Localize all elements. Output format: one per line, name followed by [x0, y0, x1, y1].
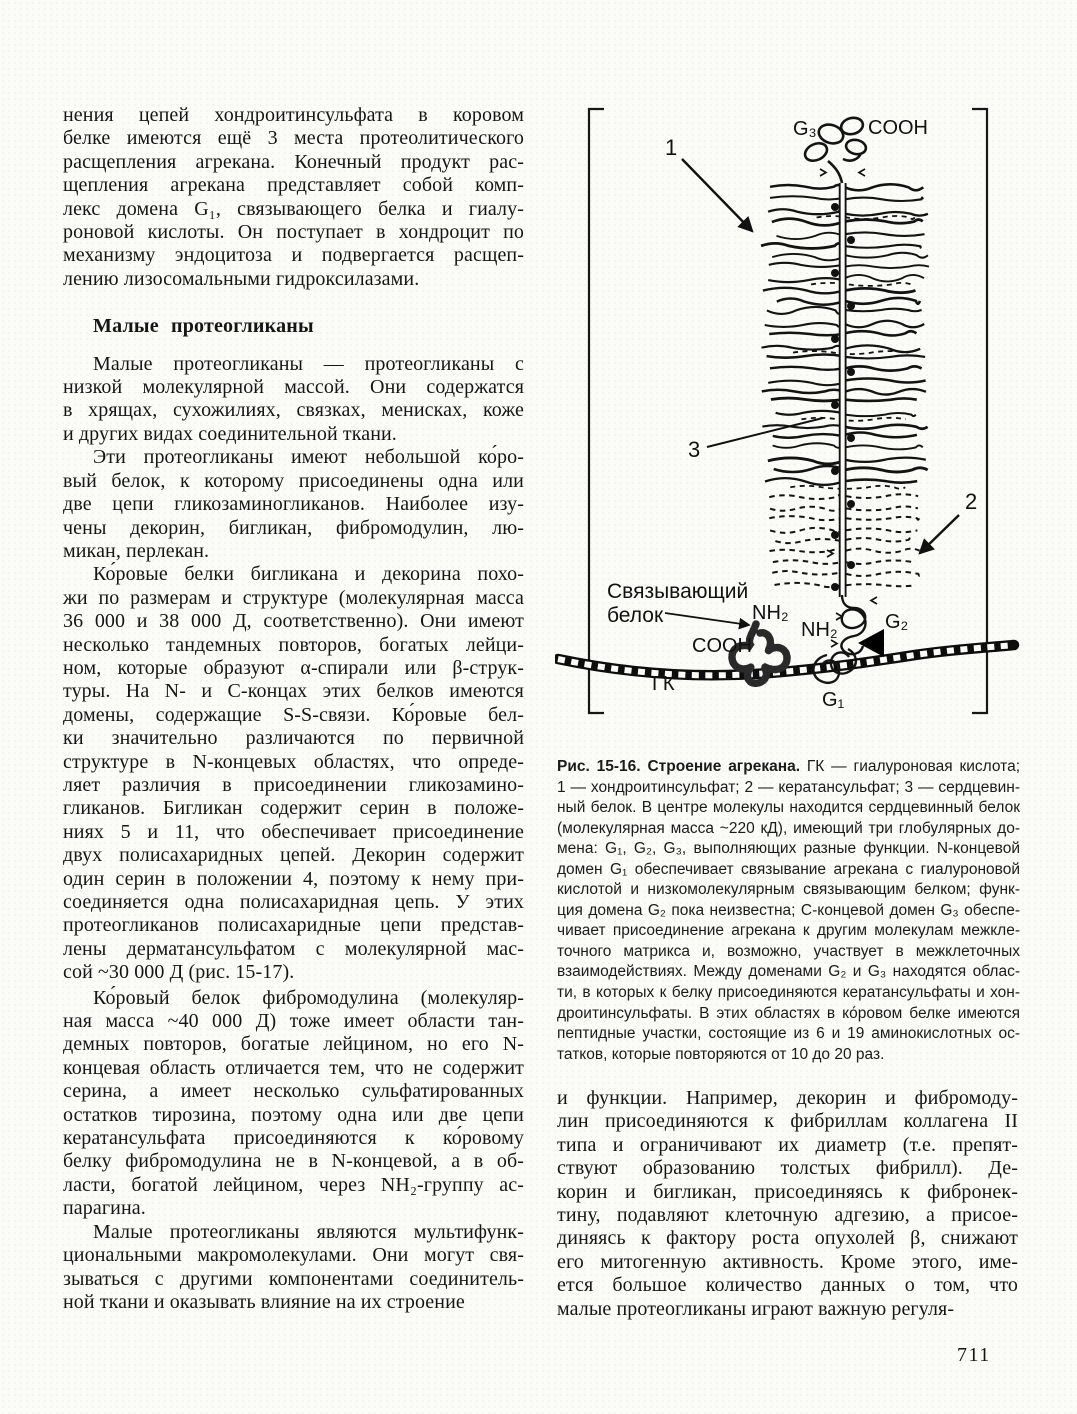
- core-protein-stem: [840, 183, 846, 597]
- text-line: белку фибромодулина не в N-концевой, а в об-: [63, 1150, 524, 1173]
- left-bracket: [589, 109, 604, 713]
- g3-label: G₃: [793, 118, 817, 140]
- text-line: малые протеогликаны играют важную регуля-: [557, 1297, 955, 1320]
- callout-2-label: 2: [965, 489, 978, 514]
- g2-label: G₂: [885, 611, 909, 633]
- text-line: несколько тандемных повторов, богатых лейци-: [63, 633, 524, 656]
- callout-3-label: 3: [688, 437, 701, 462]
- text-line: ция домена G₂ пока неизвестна; С-концевой домен G₃ обеспе-: [557, 901, 1020, 919]
- g1-label: G₁: [822, 689, 845, 711]
- text-line: его митогенную активность. Кроме этого, име-: [557, 1250, 1018, 1273]
- text-line: концевая область отличается тем, что не содержит: [63, 1056, 524, 1079]
- text-line: циональными макромолекулами. Они могут свя-: [63, 1244, 524, 1267]
- text-line: Ко́ровые белки бигликана и декорина похо-: [93, 563, 524, 586]
- caption-first-line: [557, 757, 1020, 778]
- text-line: микан, перлекан.: [63, 539, 210, 562]
- text-line: гликанов. Бигликан содержит серин в положе-: [63, 797, 524, 820]
- text-line: ниях 5 и 11, что обеспечивает присоединение: [63, 820, 524, 843]
- gk-label: ГК: [652, 673, 675, 695]
- text-line: ной ткани и оказывать влияние на их строение: [63, 1290, 465, 1313]
- text-line: парагина.: [63, 1197, 146, 1220]
- text-line: соединяется одна полисахаридная цепь. У этих: [63, 891, 524, 913]
- text-line: остатков тирозина, поэтому одна или две цепи: [63, 1103, 524, 1126]
- text-line: Малые протеогликаны являются мультифунк-: [93, 1220, 524, 1243]
- text-line: механизму эндоцитоза и подвергается расщеп-: [63, 244, 524, 267]
- text-line: и других видах соединительной ткани.: [63, 422, 397, 445]
- text-line: лены дерматансульфатом с молекулярной мас-: [63, 937, 524, 960]
- text-line: и функции. Например, декорин и фибромоду-: [557, 1087, 1018, 1109]
- text-line: чены декорин, бигликан, фибромодулин, лю-: [63, 516, 524, 539]
- paragraph-fibromodulin: [63, 987, 524, 1221]
- text-line: 1 — хондроитинсульфат; 2 — кератансульфат; 3 — сердцевин-: [557, 778, 1020, 796]
- text-line: ласти, богатой лейцином, через NH₂-группу ас-: [63, 1173, 524, 1196]
- paragraph-functions: [557, 1087, 1018, 1321]
- text-line: сой ~30 000 Д (рис. 15-17).: [63, 961, 295, 984]
- linking-protein-arrow: [665, 613, 749, 625]
- text-line: татков, которые повторяются от 10 до 20 раз.: [557, 1045, 885, 1063]
- nh2-right-label: NH₂: [801, 619, 838, 641]
- text-line: ти, в которых к белку присоединяются кератансульфаты и хон-: [557, 984, 1020, 1002]
- text-line: роновой кислоты. Он поступает в хондроцит по: [63, 221, 524, 244]
- text-line: щепления агрекана представляет собой комп-: [63, 174, 524, 197]
- text-line: дроитинсульфаты. В этих областях в ко́ровом белке имеются: [557, 1004, 1020, 1022]
- text-line: ствуют образованию толстых фибрилл). Де-: [557, 1157, 1018, 1180]
- text-line: пептидные участки, состоящие из 6 и 19 аминокислотных ос-: [557, 1025, 1020, 1043]
- right-bracket: [972, 109, 987, 713]
- nh2-left-label: NH₂: [752, 602, 789, 624]
- text-line: ный белок. В центре молекулы находится сердцевинный белок: [557, 799, 1020, 817]
- text-line: демных повторов, богатые лейцином, но его N-: [63, 1033, 524, 1056]
- paragraph-core-protein: [63, 446, 524, 563]
- caption-figure-number: Рис. 15-16. Строение агрекана.: [557, 758, 801, 775]
- text-line: Малые протеогликаны — протеогликаны с: [93, 352, 524, 375]
- text-line: типа и ограничивают их диаметр (т.е. препят-: [557, 1133, 1018, 1156]
- text-line: лению лизосомальными гидроксилазами.: [63, 267, 420, 290]
- text-line: ки значительно различаются по первичной: [63, 727, 524, 750]
- text-line: расщепления агрекана. Конечный продукт рас-: [63, 150, 524, 173]
- text-line: чивает присоединение агрекана к другим молекулам межкле-: [557, 922, 1020, 940]
- text-line: 36 000 и 38 000 Д, соответственно). Они имеют: [63, 610, 524, 633]
- text-line: зываться с другими компонентами соединитель-: [63, 1267, 524, 1290]
- text-line: взаимодействиях. Между доменами G₂ и G₃ находятся облас-: [557, 963, 1020, 981]
- text-line: (молекулярная масса ~220 кД), имеющий три глобулярных до-: [557, 819, 1020, 837]
- figure-caption: [557, 757, 1020, 1065]
- page-number: 711: [957, 1344, 991, 1366]
- figure-aggrecan: [555, 95, 1025, 755]
- linking-protein-label-line1: Связывающий: [607, 580, 749, 603]
- text-line: лин присоединяются к фибриллам коллагена II: [557, 1110, 1018, 1133]
- caption-first-line-rest: ГК — гиалуроновая кислота;: [800, 758, 1020, 775]
- text-line: кератансульфата присоединяются к ко́ровому: [63, 1127, 524, 1150]
- text-line: ная масса ~40 000 Д) тоже имеет области тан-: [63, 1010, 524, 1033]
- g2-domain-curl: [841, 595, 865, 654]
- paragraph-biglycan-decorin: [63, 563, 524, 984]
- text-line: ном, которые образуют α-спирали или β-струк-: [63, 656, 524, 679]
- text-line: Эти протеогликаны имеют небольшой ко́ро-: [93, 446, 524, 469]
- text-line: домены, содержащие S-S-связи. Ко́ровые бел-: [63, 703, 524, 726]
- paragraph-multifunctional: [63, 1221, 524, 1315]
- text-line: протеогликанов полисахаридные цепи представ-: [63, 914, 524, 937]
- left-column: [63, 104, 524, 1314]
- paragraph-aggrecan-cleavage: [63, 104, 524, 291]
- text-line: домен G₁ обеспечивает связывание агрекана с гиалуроновой: [557, 860, 1020, 878]
- text-line: корин и бигликан, присоединяясь к фибронек-: [557, 1180, 1018, 1203]
- cooh-bottom-label: COOH: [692, 635, 752, 657]
- text-line: нения цепей хондроитинсульфата в коровом: [63, 104, 524, 126]
- text-line: вый белок, к которому присоединены одна или: [63, 469, 524, 492]
- text-line: ляет различия в присоединении гликозамино-: [63, 773, 524, 796]
- linking-protein-label-line2: белок: [607, 604, 664, 627]
- callout-3-line: [707, 418, 823, 447]
- text-line: диняясь к фактору роста опухолей β, снижают: [557, 1227, 1018, 1250]
- text-line: ется большое количество данных о том, что: [557, 1274, 1018, 1297]
- text-line: туры. На N- и С-концах этих белков имеются: [63, 680, 524, 703]
- caption-body: [557, 778, 1020, 1066]
- text-line: в хрящах, сухожилиях, связках, менисках, коже: [63, 399, 524, 422]
- text-line: белке имеются ещё 3 места протеолитического: [63, 127, 524, 150]
- callout-1-label: 1: [665, 135, 678, 160]
- text-line: низкой молекулярной массой. Они содержатся: [63, 376, 524, 399]
- text-line: две цепи гликозаминогликанов. Наиболее изу-: [63, 493, 524, 516]
- text-line: Ко́ровый белок фибромодулина (молекуляр-: [93, 986, 524, 1009]
- section-heading: Малые протеогликаны: [93, 315, 314, 338]
- text-line: тину, подавляют клеточную адгезию, а присое-: [557, 1204, 1018, 1227]
- text-line: жи по размерам и структуре (молекулярная масса: [63, 586, 524, 609]
- text-line: мена: G₁, G₂, G₃, выполняющих разные функции. N-концевой: [557, 840, 1020, 858]
- text-line: кислотой и низкомолекулярным связывающим белком; функ-: [557, 881, 1020, 899]
- text-line: двух полисахаридных цепей. Декорин содержит: [63, 844, 524, 867]
- text-line: серина, а имеет несколько сульфатированных: [63, 1080, 524, 1103]
- cooh-top-label: COOH: [868, 117, 928, 139]
- text-line: структуре в N-концевых областях, что опреде-: [63, 750, 524, 773]
- text-line: лекс домена G₁, связывающего белка и гиалу-: [63, 197, 524, 220]
- text-line: точного матрикса и, возможно, участвует в межклеточных: [557, 942, 1020, 960]
- callout-1-arrow: [682, 159, 752, 231]
- paragraph-small-proteoglycans-intro: [63, 353, 524, 447]
- right-column: [557, 1087, 1018, 1321]
- callout-2-arrow: [920, 515, 959, 553]
- text-line: один серин в положении 4, поэтому к нему при-: [63, 867, 524, 890]
